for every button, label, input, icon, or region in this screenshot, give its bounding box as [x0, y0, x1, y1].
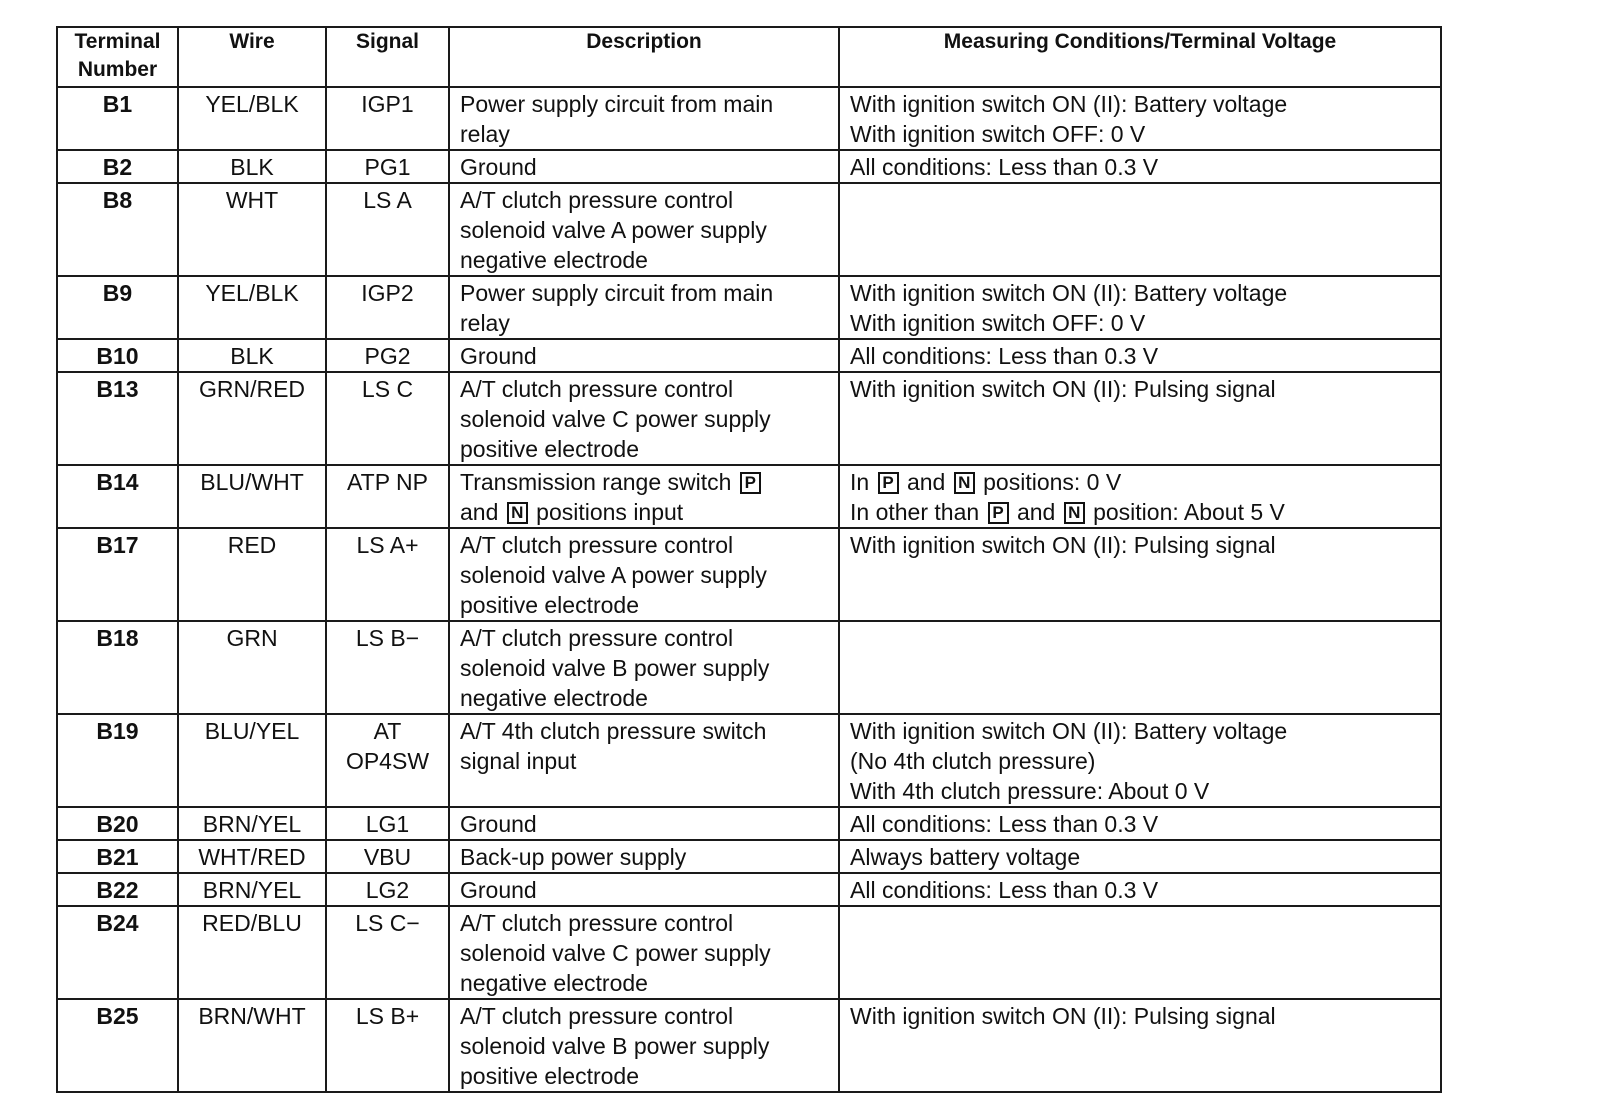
table-row: [57, 621, 1441, 714]
signal-line: AT: [373, 718, 402, 744]
conditions-cell: [839, 183, 1441, 276]
terminal-number: B13: [57, 372, 178, 465]
table-row: [57, 807, 1441, 840]
description-cell: [449, 714, 839, 807]
park-position-box: P: [740, 472, 761, 494]
description-line: A/T clutch pressure control: [460, 532, 734, 558]
description-line: A/T clutch pressure control: [460, 625, 734, 651]
description-line: A/T clutch pressure control: [460, 376, 734, 402]
header-terminal-number: [57, 27, 178, 87]
description-cell: [449, 906, 839, 999]
condition-text: and: [906, 469, 946, 495]
description-line: positive electrode: [460, 436, 639, 462]
signal-name: [326, 873, 449, 906]
description-cell: [449, 150, 839, 183]
description-line: solenoid valve A power supply: [460, 217, 767, 243]
description-line: Back-up power supply: [460, 844, 687, 870]
conditions-cell: [839, 621, 1441, 714]
conditions-cell: [839, 276, 1441, 339]
conditions-cell: [839, 873, 1441, 906]
condition-line: With ignition switch ON (II): Pulsing signal: [850, 532, 1276, 558]
terminal-number: B8: [57, 183, 178, 276]
conditions-cell: [839, 465, 1441, 528]
table-row: [57, 873, 1441, 906]
conditions-cell: [839, 87, 1441, 150]
conditions-cell: [839, 714, 1441, 807]
terminal-number: B20: [57, 807, 178, 840]
condition-line: With ignition switch ON (II): Pulsing signal: [850, 1003, 1276, 1029]
condition-text: In: [850, 469, 870, 495]
description-line: negative electrode: [460, 247, 648, 273]
signal-name: [326, 714, 449, 807]
condition-line: All conditions: Less than 0.3 V: [850, 877, 1159, 903]
signal-name: [326, 150, 449, 183]
signal-line: LG2: [365, 877, 410, 903]
signal-line: ATP NP: [347, 469, 428, 495]
description-cell: [449, 873, 839, 906]
header-wire: Wire: [178, 27, 326, 87]
header-terminal-line-1: Terminal: [74, 30, 161, 53]
description-cell: [449, 339, 839, 372]
signal-line: LS A+: [356, 532, 419, 558]
signal-name: [326, 840, 449, 873]
description-line: solenoid valve B power supply: [460, 655, 770, 681]
conditions-cell: [839, 528, 1441, 621]
wire-color: RED/BLU: [178, 906, 326, 999]
table-row: [57, 906, 1441, 999]
condition-text: positions: 0 V: [983, 469, 1122, 495]
wire-color: RED: [178, 528, 326, 621]
condition-line: All conditions: Less than 0.3 V: [850, 154, 1159, 180]
terminal-number: B17: [57, 528, 178, 621]
signal-name: [326, 276, 449, 339]
table-row: [57, 999, 1441, 1092]
description-cell: [449, 87, 839, 150]
header-conditions: Measuring Conditions/Terminal Voltage: [839, 27, 1441, 87]
signal-name: [326, 906, 449, 999]
description-cell: [449, 276, 839, 339]
description-cell: [449, 183, 839, 276]
condition-line: With ignition switch OFF: 0 V: [850, 310, 1146, 336]
neutral-position-box: N: [1064, 502, 1085, 524]
condition-line: [850, 497, 1430, 527]
description-cell: [449, 528, 839, 621]
condition-line: All conditions: Less than 0.3 V: [850, 811, 1159, 837]
condition-line: All conditions: Less than 0.3 V: [850, 343, 1159, 369]
park-position-box: P: [988, 502, 1009, 524]
conditions-cell: [839, 807, 1441, 840]
wire-color: BLK: [178, 339, 326, 372]
table-row: [57, 183, 1441, 276]
terminal-number: B21: [57, 840, 178, 873]
table-row: [57, 840, 1441, 873]
description-line: Ground: [460, 877, 537, 903]
description-line: [460, 467, 828, 497]
description-text: and: [460, 499, 499, 525]
description-line: positive electrode: [460, 592, 639, 618]
terminal-table: [56, 26, 1442, 1093]
conditions-cell: [839, 339, 1441, 372]
wire-color: YEL/BLK: [178, 276, 326, 339]
condition-line: With ignition switch ON (II): Battery voltage: [850, 280, 1288, 306]
condition-text: In other than: [850, 499, 980, 525]
table-row: [57, 87, 1441, 150]
description-cell: [449, 840, 839, 873]
signal-line: LS A: [363, 187, 412, 213]
description-line: A/T clutch pressure control: [460, 187, 734, 213]
wire-color: GRN/RED: [178, 372, 326, 465]
conditions-cell: [839, 150, 1441, 183]
signal-name: [326, 339, 449, 372]
terminal-number: B24: [57, 906, 178, 999]
wire-color: BLU/WHT: [178, 465, 326, 528]
signal-name: [326, 183, 449, 276]
wire-color: GRN: [178, 621, 326, 714]
description-line: Ground: [460, 811, 537, 837]
description-cell: [449, 621, 839, 714]
description-line: solenoid valve C power supply: [460, 940, 771, 966]
conditions-cell: [839, 840, 1441, 873]
condition-line: (No 4th clutch pressure): [850, 748, 1096, 774]
neutral-position-box: N: [507, 502, 528, 524]
table-row: [57, 276, 1441, 339]
description-line: Power supply circuit from main: [460, 91, 774, 117]
signal-line: PG1: [364, 154, 411, 180]
description-line: Ground: [460, 343, 537, 369]
table-row: [57, 465, 1441, 528]
description-cell: [449, 372, 839, 465]
description-cell: [449, 807, 839, 840]
description-line: solenoid valve C power supply: [460, 406, 771, 432]
description-line: negative electrode: [460, 970, 648, 996]
terminal-number: B14: [57, 465, 178, 528]
condition-line: With ignition switch ON (II): Battery voltage: [850, 718, 1288, 744]
description-line: positive electrode: [460, 1063, 639, 1089]
description-cell: [449, 999, 839, 1092]
terminal-number: B22: [57, 873, 178, 906]
signal-line: IGP1: [361, 91, 414, 117]
signal-name: [326, 621, 449, 714]
conditions-cell: [839, 372, 1441, 465]
description-text: Transmission range switch: [460, 469, 732, 495]
signal-name: [326, 807, 449, 840]
wire-color: BRN/YEL: [178, 807, 326, 840]
signal-line: PG2: [364, 343, 411, 369]
conditions-cell: [839, 906, 1441, 999]
description-line: Ground: [460, 154, 537, 180]
condition-line: With ignition switch OFF: 0 V: [850, 121, 1146, 147]
conditions-cell: [839, 999, 1441, 1092]
condition-line: With ignition switch ON (II): Battery voltage: [850, 91, 1288, 117]
description-line: solenoid valve B power supply: [460, 1033, 770, 1059]
header-row: [57, 27, 1441, 87]
header-description: Description: [449, 27, 839, 87]
park-position-box: P: [878, 472, 899, 494]
description-line: A/T clutch pressure control: [460, 910, 734, 936]
description-line: relay: [460, 310, 510, 336]
wire-color: BLU/YEL: [178, 714, 326, 807]
description-line: [460, 497, 828, 527]
terminal-number: B1: [57, 87, 178, 150]
description-line: signal input: [460, 748, 577, 774]
condition-line: [850, 467, 1430, 497]
terminal-number: B9: [57, 276, 178, 339]
header-terminal-line-2: Number: [77, 58, 158, 81]
description-line: Power supply circuit from main: [460, 280, 774, 306]
table-row: [57, 339, 1441, 372]
description-line: solenoid valve A power supply: [460, 562, 767, 588]
signal-line: LS B−: [355, 625, 420, 651]
table-body: [57, 87, 1441, 1092]
signal-line: LG1: [365, 811, 410, 837]
condition-line: Always battery voltage: [850, 844, 1081, 870]
table-row: [57, 528, 1441, 621]
signal-line: VBU: [363, 844, 412, 870]
wire-color: BLK: [178, 150, 326, 183]
table-row: [57, 714, 1441, 807]
signal-name: [326, 372, 449, 465]
table-row: [57, 372, 1441, 465]
wire-color: BRN/WHT: [178, 999, 326, 1092]
terminal-number: B2: [57, 150, 178, 183]
description-text: positions input: [536, 499, 684, 525]
description-line: negative electrode: [460, 685, 648, 711]
description-line: relay: [460, 121, 510, 147]
table-row: [57, 150, 1441, 183]
signal-name: [326, 528, 449, 621]
wire-color: YEL/BLK: [178, 87, 326, 150]
signal-name: [326, 465, 449, 528]
wire-color: WHT/RED: [178, 840, 326, 873]
neutral-position-box: N: [954, 472, 975, 494]
condition-line: With 4th clutch pressure: About 0 V: [850, 778, 1210, 804]
header-signal: Signal: [326, 27, 449, 87]
signal-name: [326, 999, 449, 1092]
description-line: A/T clutch pressure control: [460, 1003, 734, 1029]
condition-line: With ignition switch ON (II): Pulsing signal: [850, 376, 1276, 402]
description-cell: [449, 465, 839, 528]
wire-color: WHT: [178, 183, 326, 276]
terminal-number: B19: [57, 714, 178, 807]
terminal-number: B18: [57, 621, 178, 714]
signal-line: OP4SW: [345, 748, 430, 774]
description-line: A/T 4th clutch pressure switch: [460, 718, 767, 744]
wire-color: BRN/YEL: [178, 873, 326, 906]
signal-line: IGP2: [361, 280, 414, 306]
signal-line: LS B+: [355, 1003, 420, 1029]
signal-name: [326, 87, 449, 150]
signal-line: LS C: [361, 376, 414, 402]
condition-text: position: About 5 V: [1093, 499, 1285, 525]
signal-line: LS C−: [355, 910, 420, 936]
condition-text: and: [1016, 499, 1056, 525]
terminal-number: B25: [57, 999, 178, 1092]
terminal-number: B10: [57, 339, 178, 372]
